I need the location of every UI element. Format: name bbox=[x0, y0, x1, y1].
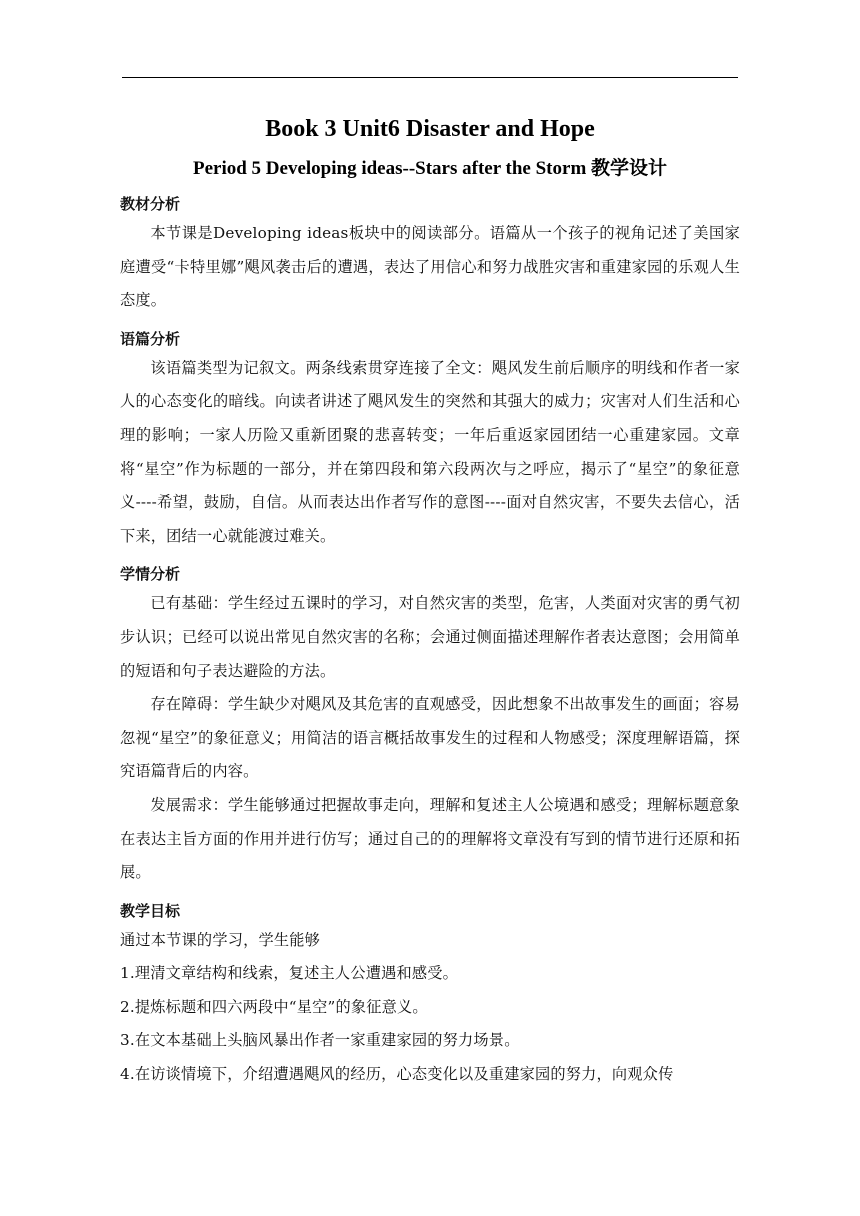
section-heading: 教材分析 bbox=[120, 195, 181, 213]
section-objectives bbox=[120, 898, 740, 1092]
objectives-intro: 通过本节课的学习，学生能够 bbox=[120, 930, 321, 949]
paragraph: 该语篇类型为记叙文。两条线索贯穿连接了全文：飓风发生前后顺序的明线和作者一家人的心态变化的暗线。向读者讲述了飓风发生的突然和其强大的威力；灾害对人们生活和心理的影响；一家人历险又重新团聚的悲喜转变；一年后重返家园团结一心重建家园。文章将“星空”作为标题的一部分，并在第四段和第六段两次与之呼应，揭示了“星空”的象征意义----希望，鼓励，自信。从而表达出作者写作的意图----面对自然灾害，不要失去信心，活下来，团结一心就能渡过难关。 bbox=[120, 358, 740, 545]
section-heading: 教学目标 bbox=[120, 901, 181, 920]
section-students bbox=[120, 561, 740, 889]
objective-item: 4.在访谈情境下，介绍遭遇飓风的经历，心态变化以及重建家园的努力，向观众传 bbox=[120, 1065, 674, 1084]
document-subtitle: Period 5 Developing ideas--Stars after the Storm 教学设计 bbox=[192, 158, 668, 179]
section-heading: 学情分析 bbox=[120, 565, 181, 584]
section-material bbox=[120, 191, 740, 318]
header-rule bbox=[122, 77, 738, 78]
section-discourse bbox=[120, 326, 740, 554]
paragraph: 本节课是Developing ideas板块中的阅读部分。语篇从一个孩子的视角记述了美国家庭遭受“卡特里娜”飓风袭击后的遭遇，表达了用信心和努力战胜灾害和重建家园的乐观人生态度。 bbox=[120, 224, 740, 310]
objective-item: 1.理清文章结构和线索，复述主人公遭遇和感受。 bbox=[120, 964, 459, 983]
section-heading: 语篇分析 bbox=[120, 329, 181, 348]
document-body bbox=[120, 110, 740, 1092]
paragraph: 已有基础：学生经过五课时的学习，对自然灾害的类型，危害，人类面对灾害的勇气初步认识；已经可以说出常见自然灾害的名称；会通过侧面描述理解作者表达意图；会用简单的短语和句子表达避险的方法。 bbox=[120, 594, 740, 680]
objective-item: 3.在文本基础上头脑风暴出作者一家重建家园的努力场景。 bbox=[120, 1031, 520, 1050]
paragraph: 发展需求：学生能够通过把握故事走向，理解和复述主人公境遇和感受；理解标题意象在表达主旨方面的作用并进行仿写；通过自己的的理解将文章没有写到的情节进行还原和拓展。 bbox=[120, 795, 740, 882]
objective-item: 2.提炼标题和四六两段中“星空”的象征意义。 bbox=[120, 997, 428, 1016]
paragraph: 存在障碍：学生缺少对飓风及其危害的直观感受，因此想象不出故事发生的画面；容易忽视“星空”的象征意义；用简洁的语言概括故事发生的过程和人物感受；深度理解语篇，探究语篇背后的内容。 bbox=[120, 695, 740, 781]
document-title: Book 3 Unit6 Disaster and Hope bbox=[265, 116, 595, 142]
